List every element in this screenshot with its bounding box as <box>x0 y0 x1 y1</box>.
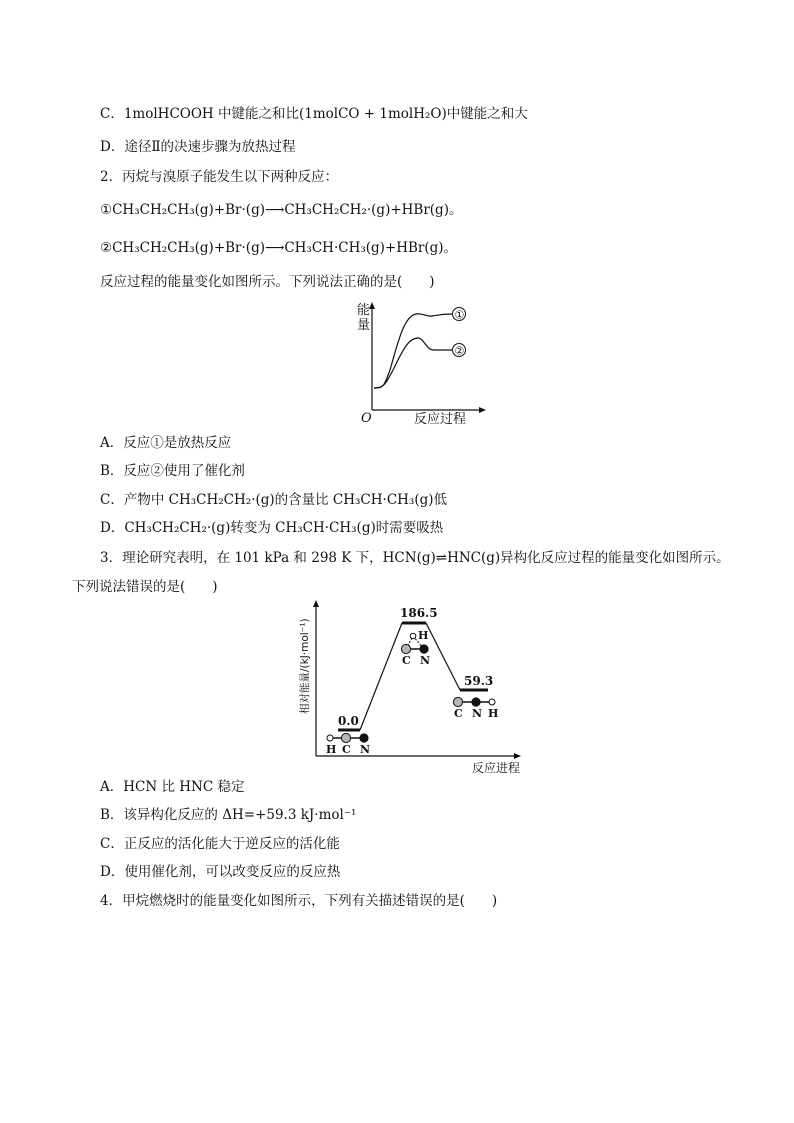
y-axis-label: 相对能量/(kJ·mol⁻¹) <box>299 618 311 714</box>
q2-stem: 2．丙烷与溴原子能发生以下两种反应： <box>100 169 339 185</box>
q4-stem: 4．甲烷燃烧时的能量变化如图所示，下列有关描述错误的是( ) <box>100 893 498 909</box>
q3-option-b: B．该异构化反应的 ΔH=+59.3 kJ·mol⁻¹ <box>100 807 357 823</box>
h-atom <box>410 633 416 639</box>
q3-energy-diagram <box>292 596 532 776</box>
ts-molecule <box>401 629 430 667</box>
q2-reaction-2: ②CH₃CH₂CH₃(g)+Br·(g)⟶CH₃CH·CH₃(g)+HBr(g)。 <box>100 240 458 256</box>
n-atom <box>359 733 368 742</box>
rise-line <box>360 623 402 730</box>
x-axis-label: 反应过程 <box>414 412 467 426</box>
c-atom-label: C <box>402 654 411 667</box>
c-atom-label: C <box>454 707 463 720</box>
q2-option-d: D．CH₃CH₂CH₂·(g)转变为 CH₃CH·CH₃(g)时需要吸热 <box>100 520 444 536</box>
product-energy: 59.3 <box>464 674 494 688</box>
curve-1 <box>374 314 452 388</box>
hnc-molecule <box>453 697 498 720</box>
q1-option-c: C．1molHCOOH 中键能之和比(1molCO + 1molH₂O)中键能之和大 <box>100 106 528 122</box>
h-atom-label: H <box>418 629 429 642</box>
hcn-molecule <box>326 733 370 756</box>
fall-line <box>426 623 460 690</box>
y-axis-arrow <box>313 600 319 607</box>
h-atom <box>489 699 495 705</box>
origin-label: O <box>361 411 372 426</box>
n-atom <box>471 697 480 706</box>
curve-1-label: ① <box>454 308 465 322</box>
y-axis-label-1: 能 <box>357 303 371 318</box>
q2-prompt: 反应过程的能量变化如图所示。下列说法正确的是( ) <box>100 274 435 290</box>
q2-reaction-1: ①CH₃CH₂CH₃(g)+Br·(g)⟶CH₃CH₂CH₂·(g)+HBr(g)。 <box>100 202 463 218</box>
h-atom-label: H <box>488 707 499 720</box>
x-axis-arrow <box>479 407 486 413</box>
c-atom <box>453 697 462 706</box>
q2-energy-diagram <box>340 298 490 426</box>
c-atom-label: C <box>342 743 351 756</box>
x-axis-label: 反应进程 <box>472 761 521 775</box>
q2-option-a: A．反应①是放热反应 <box>100 435 232 451</box>
c-atom <box>401 644 410 653</box>
ts-energy: 186.5 <box>400 606 438 620</box>
q2-option-c: C．产物中 CH₃CH₂CH₂·(g)的含量比 CH₃CH·CH₃(g)低 <box>100 492 448 508</box>
n-atom <box>419 644 428 653</box>
curve-2-label: ② <box>454 344 465 358</box>
x-axis-arrow <box>514 753 521 759</box>
y-axis-label-2: 量 <box>357 318 371 333</box>
h-atom <box>327 735 333 741</box>
q2-option-b: B．反应②使用了催化剂 <box>100 463 245 479</box>
q3-stem: 3．理论研究表明，在 101 kPa 和 298 K 下，HCN(g)⇌HNC(g)异构化反应过程的能量变化如图所示。 <box>100 550 730 566</box>
q3-option-d: D．使用催化剂，可以改变反应的反应热 <box>100 864 341 880</box>
q1-option-d: D．途径Ⅱ的决速步骤为放热过程 <box>100 139 296 155</box>
q3-option-c: C．正反应的活化能大于逆反应的活化能 <box>100 836 340 852</box>
q3-prompt: 下列说法错误的是( ) <box>72 579 218 595</box>
n-atom-label: N <box>472 707 483 720</box>
reactant-energy: 0.0 <box>338 714 359 728</box>
c-atom <box>341 733 350 742</box>
h-atom-label: H <box>326 743 337 756</box>
n-atom-label: N <box>360 743 371 756</box>
q3-option-a: A．HCN 比 HNC 稳定 <box>100 779 245 795</box>
n-atom-label: N <box>420 654 431 667</box>
